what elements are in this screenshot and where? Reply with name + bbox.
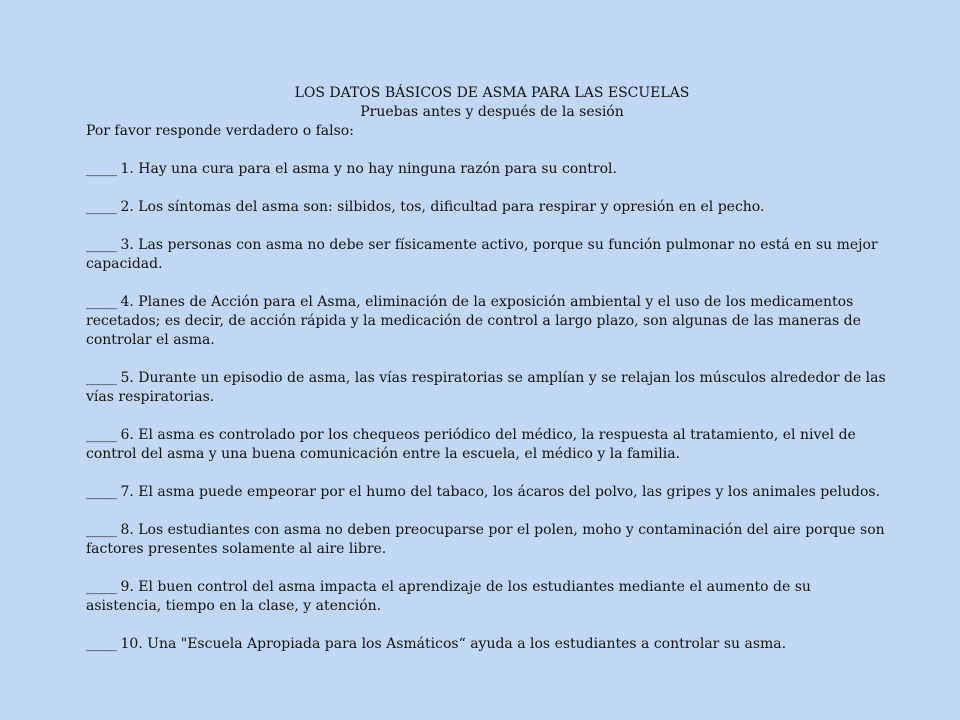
question-4 bbox=[86, 293, 886, 350]
question-9 bbox=[86, 578, 886, 616]
document-title: LOS DATOS BÁSICOS DE ASMA PARA LAS ESCUELAS bbox=[294, 85, 690, 101]
answer-blank: _____ bbox=[86, 237, 116, 253]
answer-blank: _____ bbox=[86, 370, 116, 386]
answer-blank: _____ bbox=[86, 522, 116, 538]
question-text: 9. El buen control del asma impacta el aprendizaje de los estudiantes mediante el aumento de su asistencia, tiempo en la clase, y atención. bbox=[86, 579, 811, 614]
quiz-document bbox=[86, 84, 886, 673]
answer-blank: _____ bbox=[86, 636, 116, 652]
question-10 bbox=[86, 635, 886, 654]
answer-blank: _____ bbox=[86, 484, 116, 500]
question-5 bbox=[86, 369, 886, 407]
question-8 bbox=[86, 521, 886, 559]
answer-blank: _____ bbox=[86, 294, 116, 310]
question-text: 4. Planes de Acción para el Asma, eliminación de la exposición ambiental y el uso de los medicamentos recetados; es decir, de acción rápida y la medicación de control a largo plazo, son algunas de las maneras de controlar el asma. bbox=[86, 294, 861, 348]
question-6 bbox=[86, 426, 886, 464]
question-1 bbox=[86, 160, 886, 179]
answer-blank: _____ bbox=[86, 427, 116, 443]
question-2 bbox=[86, 198, 886, 217]
answer-blank: _____ bbox=[86, 199, 116, 215]
question-text: 3. Las personas con asma no debe ser físicamente activo, porque su función pulmonar no está en su mejor capacidad. bbox=[86, 237, 878, 272]
question-text: 10. Una "Escuela Apropiada para los Asmáticos“ ayuda a los estudiantes a controlar su asma. bbox=[116, 636, 787, 652]
question-text: 5. Durante un episodio de asma, las vías respiratorias se amplían y se relajan los músculos alrededor de las vías respiratorias. bbox=[86, 370, 886, 405]
answer-blank: _____ bbox=[86, 579, 116, 595]
question-text: 6. El asma es controlado por los chequeos periódico del médico, la respuesta al tratamiento, el nivel de control del asma y una buena comunicación entre la escuela, el médico y la familia. bbox=[86, 427, 856, 462]
question-text: 8. Los estudiantes con asma no deben preocuparse por el polen, moho y contaminación del aire porque son factores presentes solamente al aire libre. bbox=[86, 522, 885, 557]
instructions-text: Por favor responde verdadero o falso: bbox=[86, 123, 354, 139]
question-3 bbox=[86, 236, 886, 274]
question-text: 1. Hay una cura para el asma y no hay ninguna razón para su control. bbox=[116, 161, 617, 177]
question-text: 7. El asma puede empeorar por el humo del tabaco, los ácaros del polvo, las gripes y los animales peludos. bbox=[116, 484, 881, 500]
document-subtitle: Pruebas antes y después de la sesión bbox=[360, 104, 624, 120]
question-7 bbox=[86, 483, 886, 502]
question-text: 2. Los síntomas del asma son: silbidos, tos, dificultad para respirar y opresión en el pecho. bbox=[116, 199, 765, 215]
answer-blank: _____ bbox=[86, 161, 116, 177]
